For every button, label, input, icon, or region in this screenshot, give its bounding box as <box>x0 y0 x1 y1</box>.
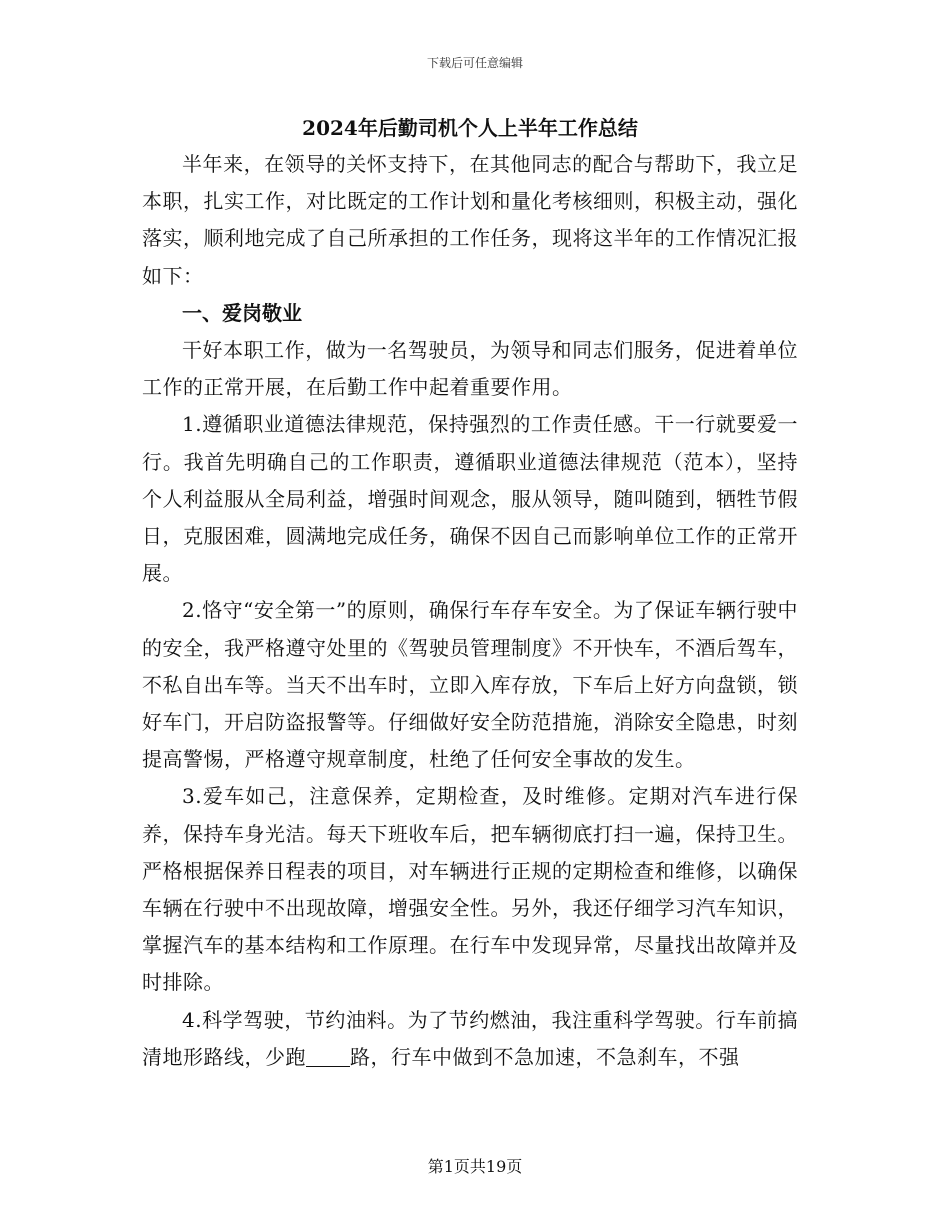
document-body <box>142 110 798 1076</box>
item-1-paragraph: 1.遵循职业道德法律规范，保持强烈的工作责任感。干一行就要爱一行。我首先明确自己的工作职责，遵循职业道德法律规范（范本），坚持个人利益服从全局利益，增强时间观念，服从领导，随叫随到，牺牲节假日，克服困难，圆满地完成任务，确保不因自己而影响单位工作的正常开展。 <box>142 412 798 586</box>
intro-paragraph: 半年来，在领导的关怀支持下，在其他同志的配合与帮助下，我立足本职，扎实工作，对比既定的工作计划和量化考核细则，积极主动，强化落实，顺利地完成了自己所承担的工作任务，现将这半年的工作情况汇报如下： <box>142 152 798 288</box>
item-4-text-start: 4.科学驾驶，节约油料。为了节约燃油，我注重科学驾驶。行车前搞清地形路线，少跑 <box>142 1007 798 1069</box>
page-number: 第1页共19页 <box>427 1157 523 1176</box>
header-note: 下载后可任意编辑 <box>426 56 523 70</box>
item-3-paragraph: 3.爱车如己，注意保养，定期检查，及时维修。定期对汽车进行保养，保持车身光洁。每天下班收车后，把车辆彻底打扫一遍，保持卫生。严格根据保养日程表的项目，对车辆进行正规的定期检查和维修，以确保车辆在行驶中不出现故障，增强安全性。另外，我还仔细学习汽车知识，掌握汽车的基本结构和工作原理。在行车中发现异常，尽量找出故障并及时排除。 <box>142 784 798 995</box>
section1-intro-paragraph: 干好本职工作，做为一名驾驶员，为领导和同志们服务，促进着单位工作的正常开展，在后勤工作中起着重要作用。 <box>142 338 798 400</box>
document-title: 2024年后勤司机个人上半年工作总结 <box>302 116 638 140</box>
item-4-paragraph <box>142 1002 798 1076</box>
item-4-text-end: 路，行车中做到不急加速，不急刹车，不强 <box>350 1044 740 1069</box>
section-heading-1: 一、爱岗敬业 <box>182 300 302 325</box>
item-2-paragraph: 2.恪守“安全第一”的原则，确保行车存车安全。为了保证车辆行驶中的安全，我严格遵守处里的《驾驶员管理制度》不开快车，不酒后驾车，不私自出车等。当天不出车时，立即入库存放，下车后上好方向盘锁，锁好车门，开启防盗报警等。仔细做好安全防范措施，消除安全隐患，时刻提高警惕，严格遵守规章制度，杜绝了任何安全事故的发生。 <box>142 598 798 772</box>
fill-in-blank <box>306 1046 350 1067</box>
